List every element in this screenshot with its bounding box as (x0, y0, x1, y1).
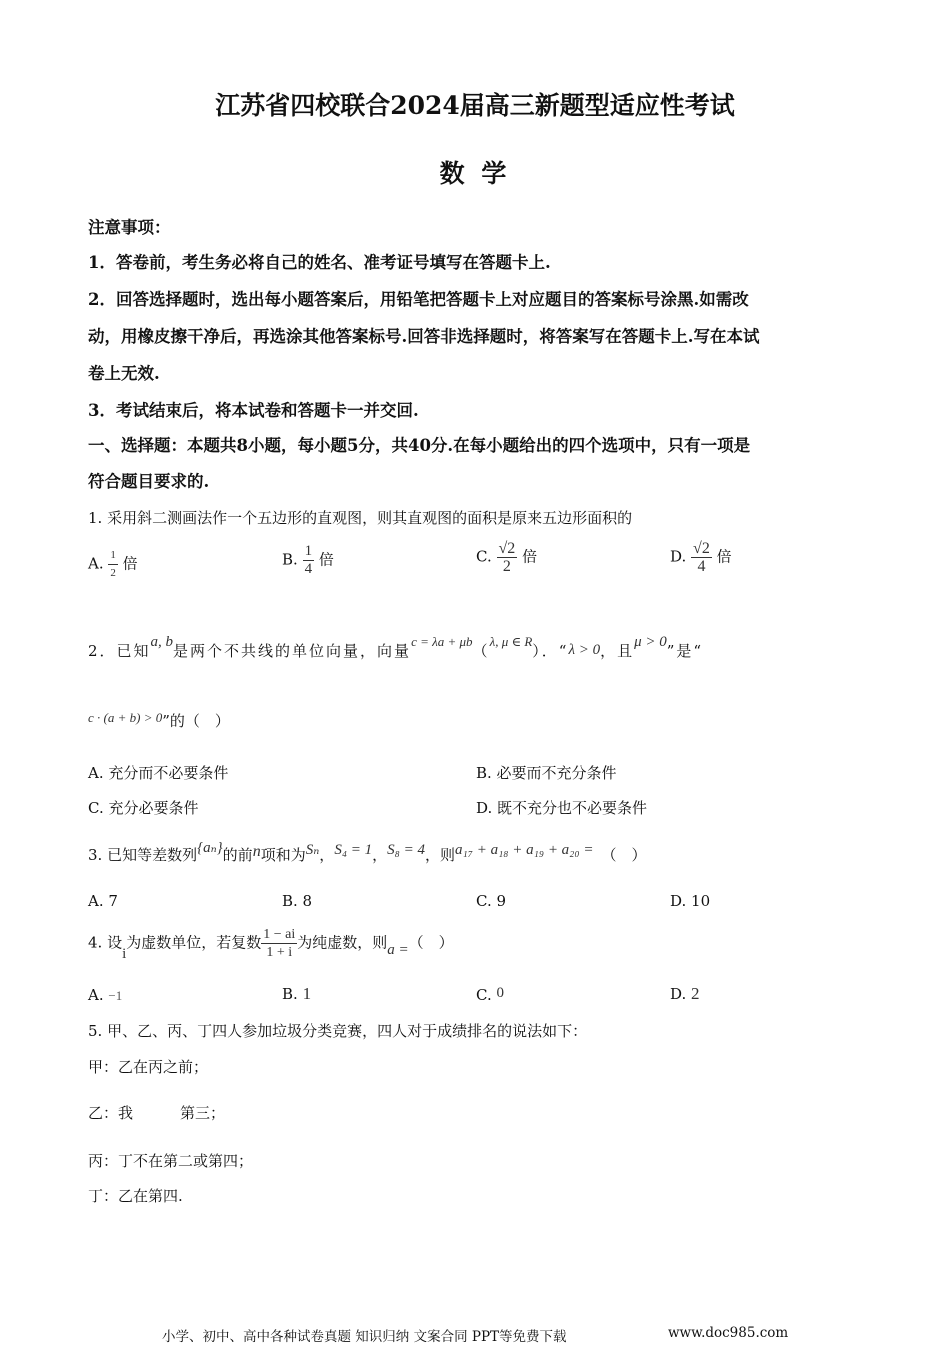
notice-item-2-line-2: 动，用橡皮擦干净后，再选涂其他答案标号.回答非选择题时，将答案写在答题卡上.写在本试 (88, 327, 760, 346)
q4-option-a (88, 986, 122, 1004)
q5-statement-bing: 丙：丁不在第二或第四； (88, 1152, 254, 1170)
q3-stem (88, 840, 647, 865)
q3-n: n (252, 843, 261, 860)
q2-option-b: B. 必要而不充分条件 (476, 764, 617, 782)
q2-option-c: C. 充分必要条件 (88, 799, 199, 817)
q1-c-unit: 倍 (522, 547, 538, 566)
q1-option-d (670, 540, 732, 575)
q2-option-d: D. 既不充分也不必要条件 (476, 799, 648, 817)
q1-option-c (476, 540, 537, 575)
q2-paren-open: （ (472, 642, 490, 660)
q4-text-3: 为纯虚数，则 (297, 933, 388, 952)
q4-a-equals: a = (387, 941, 409, 958)
q2-option-a: A. 充分而不必要条件 (88, 764, 229, 782)
q2-paren-close: ）．“ (532, 642, 569, 660)
q1-a-unit: 倍 (122, 554, 138, 573)
q5-statement-ding: 丁：乙在第四. (88, 1187, 183, 1205)
subject-title: 数 学 (439, 159, 511, 188)
q3-option-c: C. 9 (476, 892, 507, 910)
q1-d-den: 4 (697, 558, 706, 575)
q3-text-4: ，则 (425, 846, 456, 864)
q2-text-3: ，且 (600, 642, 635, 660)
q3-sequence: {aₙ} (197, 840, 223, 856)
q4-text-1: 4. 设 (88, 933, 123, 952)
q1-c-den: 2 (502, 558, 511, 575)
notice-heading: 注意事项： (88, 218, 171, 237)
q2-dot-product-expr: c · (a + b) > 0 (88, 710, 163, 725)
q5-statement-jia: 甲：乙在丙之前； (88, 1058, 209, 1076)
q4-paren: （ ） (408, 933, 454, 952)
q3-Sn: Sₙ (305, 842, 320, 858)
q1-a-label: A. (88, 554, 104, 573)
q2-stem-line-2 (88, 710, 230, 731)
q3-S8: S₈ = 4 (387, 842, 426, 858)
notice-item-2-line-3: 卷上无效. (88, 364, 160, 383)
notice-item-3: 3．考试结束后，将本试卷和答题卡一并交回. (88, 401, 419, 420)
q5-yi-part-2: 第三； (180, 1104, 226, 1122)
q4-denominator: 1 + i (266, 945, 293, 960)
q1-a-den: 2 (110, 567, 116, 579)
q1-stem: 1. 采用斜二测画法作一个五边形的直观图，则其直观图的面积是原来五边形面积的 (88, 509, 633, 527)
q3-text-2: 的前 (222, 846, 253, 864)
q2-lambda-positive: λ > 0 (568, 642, 601, 658)
footer-text: 小学、初中、高中各种试卷真题 知识归纳 文案合同 PPT等免费下载 (162, 1329, 567, 1345)
q4-option-d (670, 984, 700, 1004)
q5-statement-yi (88, 1102, 225, 1123)
q4-c-label: C. (476, 986, 492, 1004)
q4-imag-unit: i (122, 945, 127, 962)
section-1-heading-line-2: 符合题目要求的. (88, 472, 210, 491)
q2-text-5: ”的（ ） (162, 712, 230, 730)
q3-option-d: D. 10 (670, 892, 711, 910)
q3-sum-expr: a₁₇ + a₁₈ + a₁₉ + a₂₀ = (455, 842, 594, 858)
exam-title: 江苏省四校联合2024届高三新题型适应性考试 (215, 91, 735, 120)
q1-d-num: √2 (693, 540, 710, 557)
footer-site[interactable]: www.doc985.com (668, 1325, 789, 1341)
q2-vector-c-expr: c = λa + μb (411, 634, 473, 649)
q1-b-unit: 倍 (318, 550, 334, 569)
q1-option-a (88, 547, 138, 582)
q1-d-label: D. (670, 547, 687, 566)
q4-option-b (282, 984, 311, 1004)
q4-text-2: 为虚数单位，若复数 (126, 933, 262, 952)
q3-option-b: B. 8 (282, 892, 313, 910)
q3-text-1: 3. 已知等差数列 (88, 846, 198, 864)
q1-c-num: √2 (498, 540, 516, 557)
section-1-heading: 一、选择题：本题共8小题，每小题5分，共40分.在每小题给出的四个选项中，只有一项是 (88, 436, 751, 455)
q1-a-num: 1 (108, 547, 118, 565)
q4-b-label: B. (282, 985, 298, 1003)
q2-stem-line-1 (88, 634, 704, 661)
q5-stem: 5. 甲、乙、丙、丁四人参加垃圾分类竞赛，四人对于成绩排名的说法如下： (88, 1022, 588, 1040)
q4-stem (88, 926, 454, 961)
q3-comma-2: ， (372, 846, 388, 864)
q4-option-c (476, 986, 504, 1005)
q1-c-label: C. (476, 547, 492, 566)
q1-option-b (282, 543, 334, 578)
q1-b-den: 4 (304, 561, 313, 577)
q2-mu-positive: μ > 0 (634, 634, 667, 650)
q4-d-label: D. (670, 985, 687, 1003)
q4-numerator: 1 − ai (263, 927, 296, 942)
q1-c-fraction (497, 540, 518, 575)
q4-fraction (261, 926, 297, 961)
notice-item-1: 1．答卷前，考生务必将自己的姓名、准考证号填写在答题卡上. (88, 253, 551, 272)
q3-paren: （ ） (601, 846, 647, 864)
q2-lambda-mu-condition: λ, μ ∈ R (489, 634, 533, 649)
notice-item-2-line-1: 2．回答选择题时，选出每小题答案后，用铅笔把答题卡上对应题目的答案标号涂黑.如需改 (88, 290, 749, 309)
q1-b-fraction (303, 543, 315, 578)
q4-a-label: A. (88, 986, 104, 1004)
q4-a-value: −1 (108, 988, 123, 1003)
q1-b-label: B. (282, 550, 298, 569)
q5-yi-part-1: 乙：我 (88, 1104, 134, 1122)
q2-text-2: 是两个不共线的单位向量，向量 (173, 642, 412, 660)
q3-text-3: 项和为 (260, 846, 306, 864)
q3-comma-1: ， (319, 846, 335, 864)
q1-b-num: 1 (304, 543, 313, 559)
q4-c-value: 0 (496, 985, 504, 1001)
q3-option-a: A. 7 (88, 892, 118, 910)
q4-d-value: 2 (691, 984, 700, 1003)
q1-a-fraction (108, 547, 118, 582)
q2-vectors-ab: a, b (150, 634, 174, 650)
q2-text-1: 2．已知 (88, 642, 151, 660)
q4-b-value: 1 (302, 984, 312, 1003)
q2-text-4: ”是“ (666, 642, 704, 660)
q1-d-unit: 倍 (716, 547, 732, 566)
q3-S4: S₄ = 1 (334, 842, 373, 858)
q1-d-fraction (691, 540, 712, 575)
